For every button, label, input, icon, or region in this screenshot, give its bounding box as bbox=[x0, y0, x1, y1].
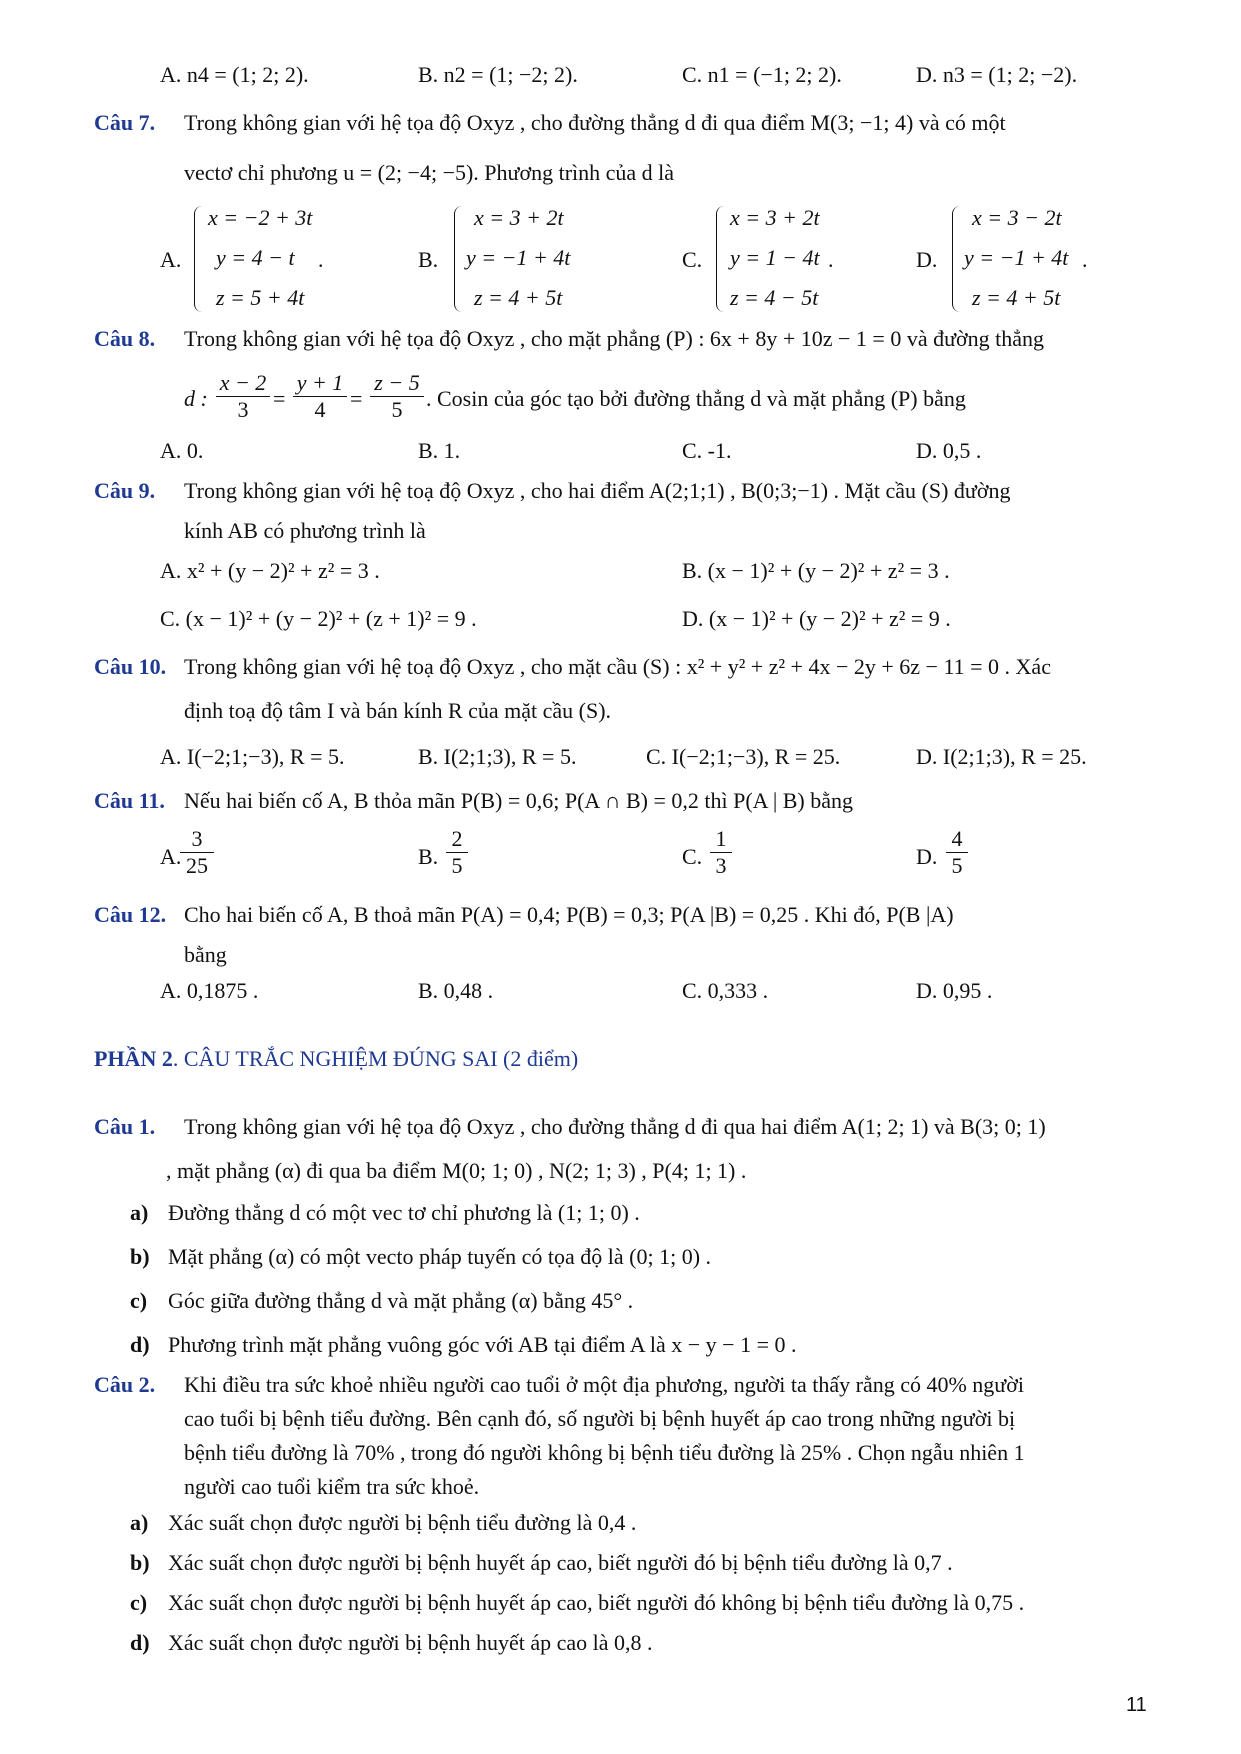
p2q1-statement-b: Mặt phẳng (α) có một vecto pháp tuyến có tọa độ là (0; 1; 0) . bbox=[168, 1244, 712, 1269]
q11-d-den: 5 bbox=[946, 852, 968, 879]
p2q2-statement-c: Xác suất chọn được người bị bệnh huyết áp cao, biết người đó không bị bệnh tiểu đường là 0,75 . bbox=[168, 1590, 1025, 1615]
q12-option-b: B. 0,48 . bbox=[418, 978, 494, 1003]
q6-option-d: D. n3 = (1; 2; −2). bbox=[916, 62, 1078, 87]
q11-d-letter: D. bbox=[916, 844, 938, 869]
q10-option-b: B. I(2;1;3), R = 5. bbox=[418, 744, 577, 769]
p2q2-b-label: b) bbox=[130, 1550, 150, 1575]
p2q1-statement-a: Đường thẳng d có một vec tơ chỉ phương là (1; 1; 0) . bbox=[168, 1200, 640, 1225]
q7-b-row2: y = −1 + 4t bbox=[466, 245, 571, 270]
part2-heading-bold: PHẦN 2 bbox=[94, 1046, 173, 1071]
q7-d-row2: y = −1 + 4t bbox=[964, 245, 1069, 270]
q9-option-b: B. (x − 1)² + (y − 2)² + z² = 3 . bbox=[682, 558, 950, 583]
q7-c-row2: y = 1 − 4t bbox=[730, 245, 820, 270]
q11-label: Câu 11. bbox=[94, 788, 165, 813]
q7-stem-line1: Trong không gian với hệ tọa độ Oxyz , cho đường thẳng d đi qua điểm M(3; −1; 4) và có một bbox=[184, 110, 1006, 135]
q8-fraction-x bbox=[216, 370, 270, 423]
q7-d-row3: z = 4 + 5t bbox=[972, 285, 1061, 310]
p2q2-d-label: d) bbox=[130, 1630, 150, 1655]
q6-option-a: A. n4 = (1; 2; 2). bbox=[160, 62, 309, 87]
q9-option-a: A. x² + (y − 2)² + z² = 3 . bbox=[160, 558, 380, 583]
p2q1-statement-d: Phương trình mặt phẳng vuông góc với AB tại điểm A là x − y − 1 = 0 . bbox=[168, 1332, 797, 1357]
q12-option-a: A. 0,1875 . bbox=[160, 978, 259, 1003]
q9-stem-line2: kính AB có phương trình là bbox=[184, 518, 426, 543]
p2q1-d-label: d) bbox=[130, 1332, 150, 1357]
q11-b-num: 2 bbox=[451, 826, 463, 851]
q7-d-brace bbox=[952, 206, 961, 312]
q11-option-d-fraction bbox=[946, 826, 968, 879]
q7-c-tail: . bbox=[828, 247, 834, 272]
q8-f1-den: 3 bbox=[216, 396, 270, 423]
q8-option-a: A. 0. bbox=[160, 438, 204, 463]
q8-f2-den: 4 bbox=[293, 396, 347, 423]
p2q2-statement-b: Xác suất chọn được người bị bệnh huyết áp cao, biết người đó bị bệnh tiểu đường là 0,7 . bbox=[168, 1550, 953, 1575]
q8-stem-line1: Trong không gian với hệ tọa độ Oxyz , cho mặt phẳng (P) : 6x + 8y + 10z − 1 = 0 và đường thẳng bbox=[184, 326, 1045, 351]
q9-option-d: D. (x − 1)² + (y − 2)² + z² = 9 . bbox=[682, 606, 951, 631]
q7-c-letter: C. bbox=[682, 247, 703, 272]
q11-a-den: 25 bbox=[180, 852, 214, 879]
part2-heading bbox=[94, 1044, 578, 1074]
q8-fraction-y bbox=[293, 370, 347, 423]
q8-option-b: B. 1. bbox=[418, 438, 461, 463]
q10-option-a: A. I(−2;1;−3), R = 5. bbox=[160, 744, 345, 769]
q11-a-num: 3 bbox=[191, 826, 203, 851]
q8-f3-den: 5 bbox=[370, 396, 424, 423]
q7-a-brace bbox=[194, 206, 203, 312]
p2q1-a-label: a) bbox=[130, 1200, 149, 1225]
q11-stem-line1: Nếu hai biến cố A, B thỏa mãn P(B) = 0,6; P(A ∩ B) = 0,2 thì P(A | B) bằng bbox=[184, 788, 854, 813]
q7-d-letter: D. bbox=[916, 247, 938, 272]
q10-option-c: C. I(−2;1;−3), R = 25. bbox=[646, 744, 841, 769]
q8-eq-1: = bbox=[273, 386, 286, 411]
q8-label: Câu 8. bbox=[94, 326, 156, 351]
q8-stem-line2: . Cosin của góc tạo bởi đường thẳng d và mặt phẳng (P) bằng bbox=[426, 386, 966, 411]
q7-c-row3: z = 4 − 5t bbox=[730, 285, 819, 310]
q7-d-tail: . bbox=[1082, 247, 1088, 272]
page-number: 11 bbox=[1126, 1694, 1147, 1716]
q11-c-letter: C. bbox=[682, 844, 703, 869]
q8-f3-num: z − 5 bbox=[374, 370, 420, 395]
q11-b-letter: B. bbox=[418, 844, 439, 869]
q7-a-letter: A. bbox=[160, 247, 182, 272]
q6-option-b: B. n2 = (1; −2; 2). bbox=[418, 62, 578, 87]
q11-option-b-fraction bbox=[446, 826, 468, 879]
part2-heading-rest: . CÂU TRẮC NGHIỆM ĐÚNG SAI (2 điểm) bbox=[172, 1046, 579, 1071]
q9-stem-line1: Trong không gian với hệ toạ độ Oxyz , cho hai điểm A(2;1;1) , B(0;3;−1) . Mặt cầu (S) đường bbox=[184, 478, 1011, 503]
q7-b-brace bbox=[454, 206, 463, 312]
q8-eq-2: = bbox=[350, 386, 363, 411]
q7-b-letter: B. bbox=[418, 247, 439, 272]
q12-stem-line2: bằng bbox=[184, 942, 227, 967]
q10-stem-line2: định toạ độ tâm I và bán kính R của mặt cầu (S). bbox=[184, 698, 612, 723]
q8-f2-num: y + 1 bbox=[296, 370, 344, 395]
q7-stem-line2: vectơ chỉ phương u = (2; −4; −5). Phương trình của d là bbox=[184, 160, 675, 185]
q11-c-den: 3 bbox=[710, 852, 732, 879]
q8-f1-num: x − 2 bbox=[219, 370, 267, 395]
q12-stem-line1: Cho hai biến cố A, B thoả mãn P(A) = 0,4; P(B) = 0,3; P(A |B) = 0,25 . Khi đó, P(B |A) bbox=[184, 902, 954, 927]
p2q1-statement-c: Góc giữa đường thẳng d và mặt phẳng (α) bằng 45° . bbox=[168, 1288, 634, 1313]
q7-c-row1: x = 3 + 2t bbox=[730, 205, 820, 230]
p2q2-c-label: c) bbox=[130, 1590, 148, 1615]
q7-a-row3: z = 5 + 4t bbox=[216, 285, 305, 310]
q7-label: Câu 7. bbox=[94, 110, 156, 135]
p2q1-stem-line2: , mặt phẳng (α) đi qua ba điểm M(0; 1; 0) , N(2; 1; 3) , P(4; 1; 1) . bbox=[166, 1158, 747, 1183]
q11-option-a-fraction bbox=[180, 826, 214, 879]
q8-option-d: D. 0,5 . bbox=[916, 438, 982, 463]
q11-b-den: 5 bbox=[446, 852, 468, 879]
q9-option-c: C. (x − 1)² + (y − 2)² + (z + 1)² = 9 . bbox=[160, 606, 477, 631]
p2q1-b-label: b) bbox=[130, 1244, 150, 1269]
q8-fraction-z bbox=[370, 370, 424, 423]
q11-a-letter: A. bbox=[160, 844, 182, 869]
q11-c-num: 1 bbox=[715, 826, 727, 851]
p2q2-stem-line3: bệnh tiểu đường là 70% , trong đó người không bị bệnh tiểu đường là 25% . Chọn ngẫu nhiên 1 bbox=[184, 1440, 1025, 1465]
q10-label: Câu 10. bbox=[94, 654, 167, 679]
q7-b-row3: z = 4 + 5t bbox=[474, 285, 563, 310]
p2q2-a-label: a) bbox=[130, 1510, 149, 1535]
q11-option-c-fraction bbox=[710, 826, 732, 879]
p2q1-stem-line1: Trong không gian với hệ tọa độ Oxyz , cho đường thẳng d đi qua hai điểm A(1; 2; 1) và B(3; 0; 1) bbox=[184, 1114, 1046, 1139]
q7-b-row1: x = 3 + 2t bbox=[474, 205, 564, 230]
p2q2-statement-a: Xác suất chọn được người bị bệnh tiểu đường là 0,4 . bbox=[168, 1510, 637, 1535]
p2q2-label: Câu 2. bbox=[94, 1372, 156, 1397]
p2q1-c-label: c) bbox=[130, 1288, 148, 1313]
p2q2-stem-line1: Khi điều tra sức khoẻ nhiều người cao tuổi ở một địa phương, người ta thấy rằng có 40% người bbox=[184, 1372, 1024, 1397]
p2q2-stem-line4: người cao tuổi kiểm tra sức khoẻ. bbox=[184, 1474, 480, 1499]
q9-label: Câu 9. bbox=[94, 478, 156, 503]
p2q2-stem-line2: cao tuổi bị bệnh tiểu đường. Bên cạnh đó, số người bị bệnh huyết áp cao trong những người bị bbox=[184, 1406, 1016, 1431]
q12-label: Câu 12. bbox=[94, 902, 167, 927]
p2q1-label: Câu 1. bbox=[94, 1114, 156, 1139]
q10-stem-line1: Trong không gian với hệ toạ độ Oxyz , cho mặt cầu (S) : x² + y² + z² + 4x − 2y + 6z − 11 = 0 . Xác bbox=[184, 654, 1051, 679]
q7-c-brace bbox=[716, 206, 725, 312]
q12-option-c: C. 0,333 . bbox=[682, 978, 769, 1003]
q6-option-c: C. n1 = (−1; 2; 2). bbox=[682, 62, 842, 87]
q12-option-d: D. 0,95 . bbox=[916, 978, 993, 1003]
q7-a-tail: . bbox=[318, 247, 324, 272]
q7-d-row1: x = 3 − 2t bbox=[972, 205, 1062, 230]
p2q2-statement-d: Xác suất chọn được người bị bệnh huyết áp cao là 0,8 . bbox=[168, 1630, 653, 1655]
q10-option-d: D. I(2;1;3), R = 25. bbox=[916, 744, 1087, 769]
q7-a-row2: y = 4 − t bbox=[216, 245, 295, 270]
q8-option-c: C. -1. bbox=[682, 438, 732, 463]
q8-d-prefix: d : bbox=[184, 386, 208, 411]
q11-d-num: 4 bbox=[951, 826, 963, 851]
q7-a-row1: x = −2 + 3t bbox=[208, 205, 313, 230]
